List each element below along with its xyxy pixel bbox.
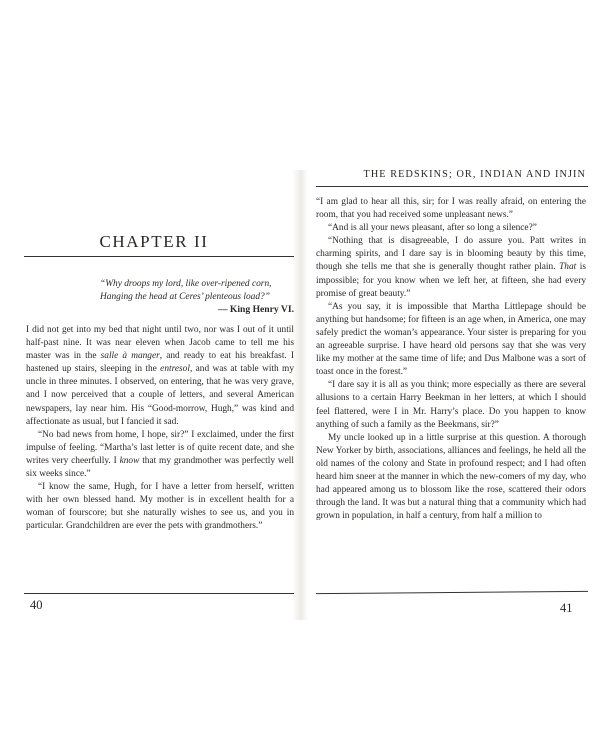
epigraph-source: — King Henry VI.	[217, 304, 294, 315]
footer-rule-left	[24, 593, 294, 594]
right-page-body	[316, 196, 586, 523]
paragraph: “I am glad to hear all this, sir; for I was really afraid, on entering the room, that you had received some unpleasant news.”	[316, 197, 586, 221]
running-head: THE REDSKINS; OR, INDIAN AND INJIN	[363, 169, 586, 180]
paragraph: My uncle looked up in a little surprise at this question. A thorough New Yorker by birth, associations, alliances and feelings, he held all the old names of the colony and State in profound respect; and I had often heard him sneer at the manner in which the new-comers of my day, who had appeared among us to blossom like the rose, scattered their odors through the land. It was but a natural thing that a community which had grown in population, in half a century, from half a million to	[316, 432, 586, 522]
epigraph-line-2: Hanging the head at Ceres’ plenteous load?”	[100, 291, 270, 302]
page-number-right: 41	[560, 601, 573, 615]
epigraph-line-1: “Why droops my lord, like over-ripened corn,	[100, 279, 272, 289]
paragraph: “No bad news from home, I hope, sir?” I exclaimed, under the first impulse of feeling. “Martha’s last letter is of quite recent date, and she writes very cheerfully. I know that my grandmother was perfectly well six weeks since.”	[26, 429, 294, 480]
paragraph: “Nothing that is disagreeable, I do assure you. Patt writes in charming spirits, and I dare say is in blooming beauty by this time, though she tells me that she is generally thought rather plain. That is impossible; for you know when we left her, at fifteen, she had every promise of great beauty.”	[316, 236, 586, 299]
book-gutter	[292, 170, 308, 620]
left-page-body	[26, 324, 294, 534]
paragraph: I did not get into my bed that night until two, nor was I out of it until half-past nine. It was near eleven when Jacob came to tell me his master was in the salle à manger, and ready to eat his breakfast. I hastened up stairs, sleeping in the entresol, and was at table with my uncle in three minutes. I observed, on entering, that he was very grave, and I now perceived that a couple of letters, and several American newspapers, lay near him. His “Good-morrow, Hugh,” was kind and affectionate as usual, but I fancied it sad.	[26, 325, 294, 427]
paragraph: “As you say, it is impossible that Martha Littlepage should be anything but handsome; for fifteen is an age when, in America, one may safely predict the woman’s appearance. Your sister is preparing for you an agreeable surprise. I have heard old persons say that she was very like my mother at the same time of life; and Dus Malbone was a sort of toast once in the forest.”	[316, 301, 586, 378]
page-number-left: 40	[30, 598, 43, 612]
paragraph: “I dare say it is all as you think; more especially as there are several allusions to a certain Harry Beekman in her letters, at which I should feel flattered, were I in Mr. Harry’s place. Do you happen to know anything of such a family as the Beekmans, sir?”	[316, 380, 586, 430]
chapter-rule	[24, 256, 294, 257]
paragraph: “And is all your news pleasant, after so long a silence?”	[328, 223, 537, 234]
paragraph: “I know the same, Hugh, for I have a letter from herself, written with her own blessed hand. My mother is in excellent health for a woman of fourscore; but she naturally wishes to see us, and you in particular. Grandchildren are ever the pets with grandmothers.”	[26, 482, 294, 532]
chapter-title: CHAPTER II	[99, 232, 209, 251]
epigraph	[100, 278, 300, 303]
running-head-rule	[316, 186, 588, 187]
